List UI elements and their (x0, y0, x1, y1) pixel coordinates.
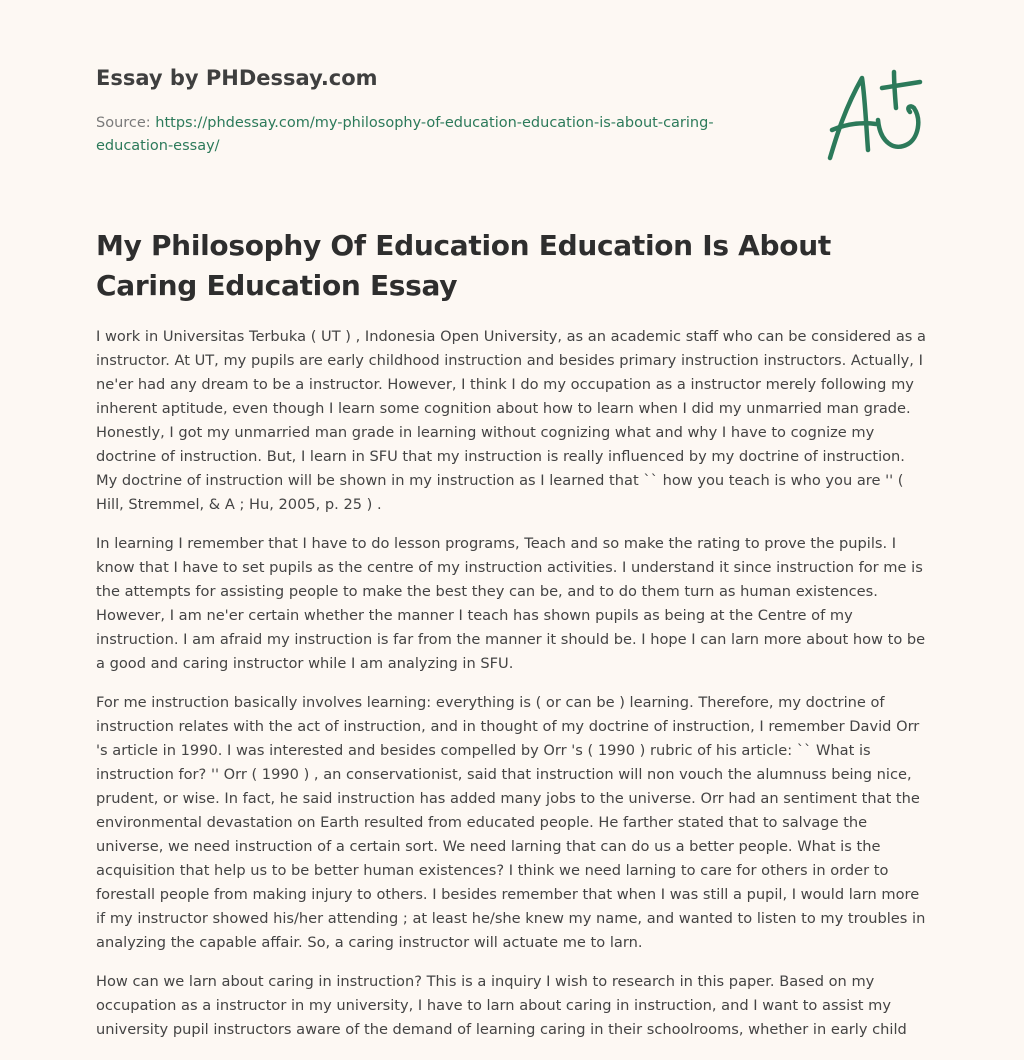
essay-paragraph: I work in Universitas Terbuka ( UT ) , Indonesia Open University, as an academic staff who can be considered as a instructor. At UT, my pupils are early childhood instruction and besides primary instruction instructors. Actually, I ne'er had any dream to be a instructor. However, I think I do my occupation as a instructor merely following my inherent aptitude, even though I learn some cognition about how to learn when I did my unmarried man grade. Honestly, I got my unmarried man grade in learning without cognizing what and why I have to cognize my doctrine of instruction. But, I learn in SFU that my instruction is really influenced by my doctrine of instruction. My doctrine of instruction will be shown in my instruction as I learned that `` how you teach is who you are '' ( Hill, Stremmel, & A ; Hu, 2005, p. 25 ) . (96, 328, 926, 513)
essay-title: My Philosophy Of Education Education Is About Caring Education Essay (96, 229, 831, 302)
source-link[interactable]: https://phdessay.com/my-philosophy-of-education-education-is-about-caring-education-essay/ (96, 115, 714, 154)
essay-paragraph: How can we larn about caring in instruction? This is a inquiry I wish to research in this paper. Based on my occupation as a instructor in my university, I have to larn about caring in instruction, and I want to assist my university pupil instructors aware of the demand of learning caring in their schoolrooms, whether in early child (96, 973, 907, 1038)
essay-paragraph: For me instruction basically involves learning: everything is ( or can be ) learning. Therefore, my doctrine of instruction relates with the act of instruction, and in thought of my doctrine of instruction, I remember David Orr 's article in 1990. I was interested and besides compelled by Orr 's ( 1990 ) rubric of his article: `` What is instruction for? '' Orr ( 1990 ) , an conservationist, said that instruction will non vouch the alumnuss being nice, prudent, or wise. In fact, he said instruction has added many jobs to the universe. Orr had an sentiment that the environmental devastation on Earth resulted from educated people. He farther stated that to salvage the universe, we need instruction of a certain sort. We need larning that can do us a better people. What is the acquisition that help us to be better human existences? I think we need larning to care for others in order to forestall people from making injury to others. I besides remember that when I was still a pupil, I would larn more if my instructor showed his/her attending ; at least he/she knew my name, and wanted to listen to my troubles in analyzing the capable affair. So, a caring instructor will actuate me to larn. (96, 694, 926, 951)
source-line (96, 112, 776, 158)
site-brand: Essay by PHDessay.com (96, 66, 378, 90)
source-label: Source: (96, 115, 156, 131)
essay-header (96, 64, 776, 158)
essay-body (96, 325, 926, 1057)
essay-paragraph: In learning I remember that I have to do lesson programs, Teach and so make the rating to prove the pupils. I know that I have to set pupils as the centre of my instruction activities. I understand it since instruction for me is the attempts for assisting people to make the best they can be, and to do them turn as human existences. However, I am ne'er certain whether the manner I teach has shown pupils as being at the Centre of my instruction. I am afraid my instruction is far from the manner it should be. I hope I can larn more about how to be a good and caring instructor while I am analyzing in SFU. (96, 535, 926, 672)
a-plus-grade-icon (822, 68, 926, 164)
